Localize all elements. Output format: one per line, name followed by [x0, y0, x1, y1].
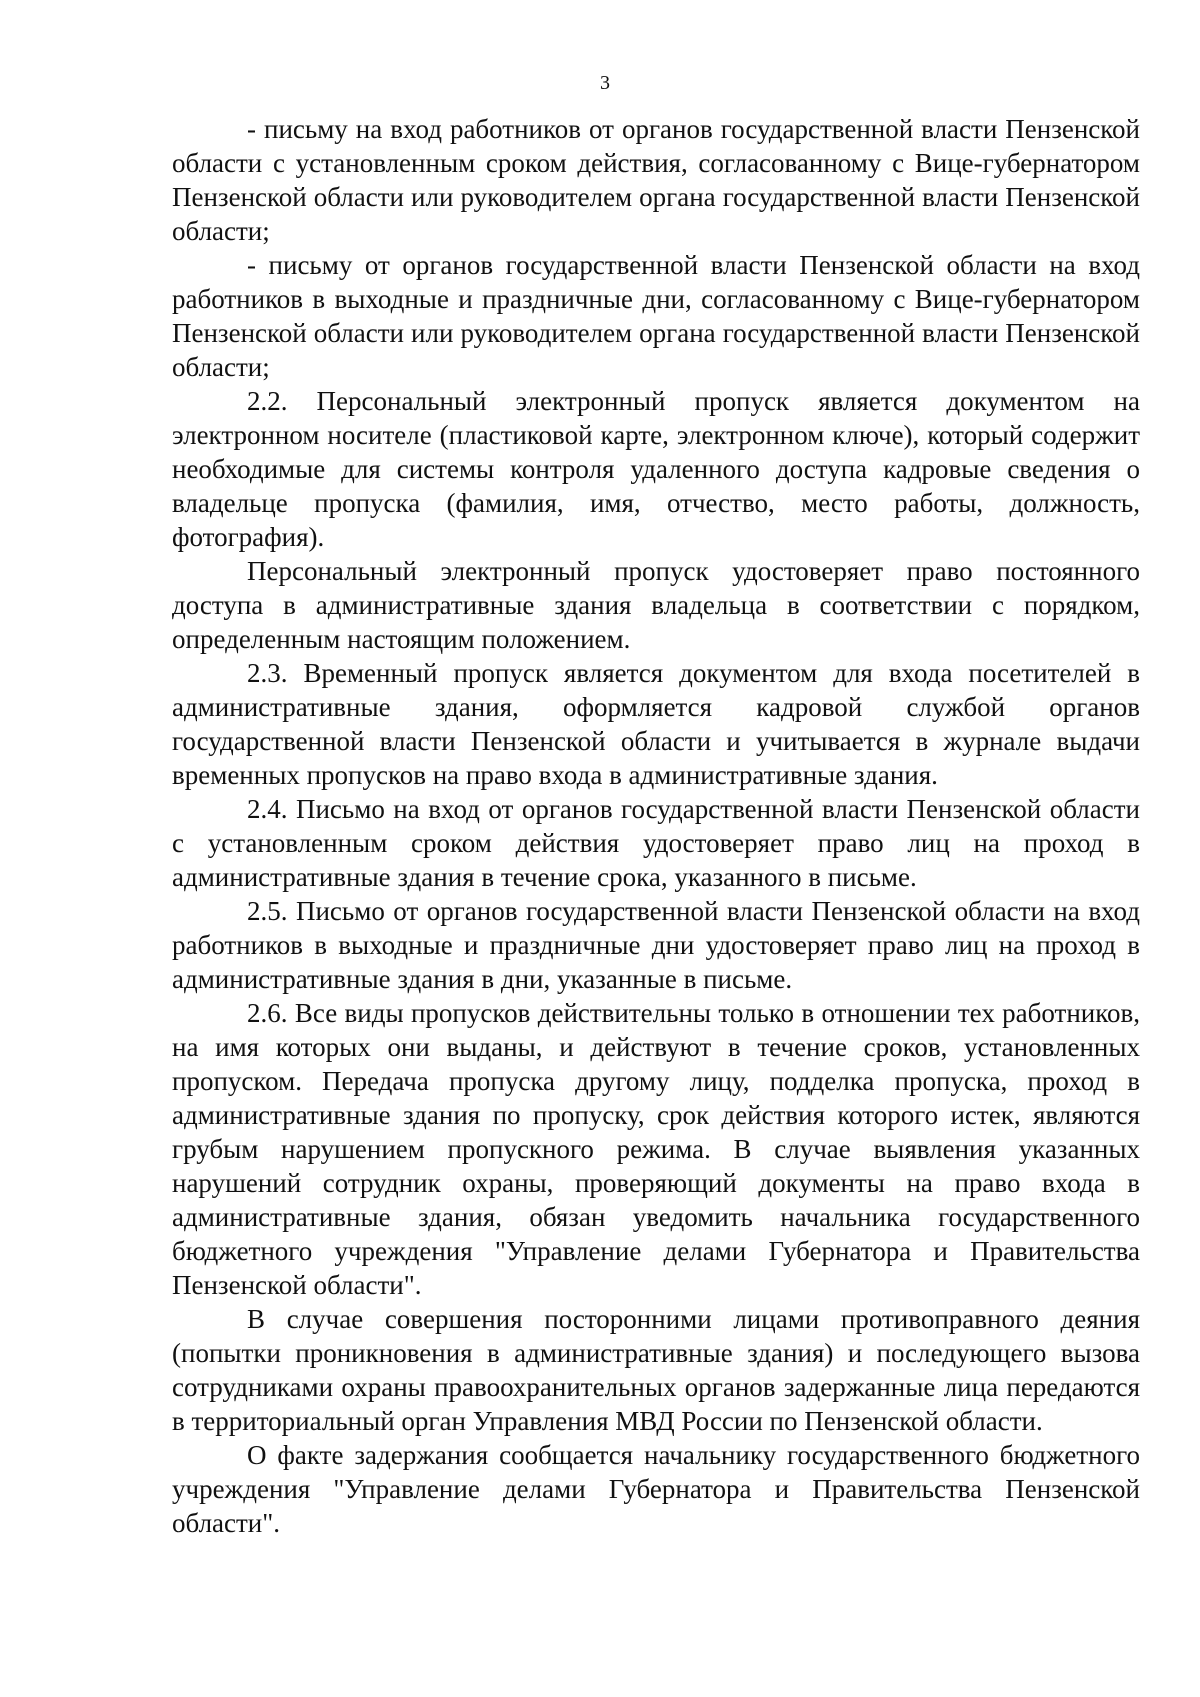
paragraph-2-6: 2.6. Все виды пропусков действительны только в отношении тех работников, на имя которых они выданы, и действуют в течение сроков, установленных пропуском. Передача пропуска другому лицу, подделка пропуска, проход в административные здания по пропуску, срок действия которого истек, являются грубым нарушением пропускного режима. В случае выявления указанных нарушений сотрудник охраны, проверяющий документы на право входа в административные здания, обязан уведомить начальника государственного бюджетного учреждения "Управление делами Губернатора и Правительства Пензенской области". [172, 998, 1140, 1300]
document-body [172, 112, 1140, 1540]
paragraph-2-2-continued: Персональный электронный пропуск удостоверяет право постоянного доступа в административные здания владельца в соответствии с порядком, определенным настоящим положением. [172, 556, 1140, 654]
page-number: 3 [600, 72, 610, 94]
paragraph-2-2: 2.2. Персональный электронный пропуск является документом на электронном носителе (пластиковой карте, электронном ключе), который содержит необходимые для системы контроля удаленного доступа кадровые сведения о владельце пропуска (фамилия, имя, отчество, место работы, должность, фотография). [172, 386, 1140, 552]
paragraph-unlawful-act: В случае совершения посторонними лицами противоправного деяния (попытки проникновения в административные здания) и последующего вызова сотрудниками охраны правоохранительных органов задержанные лица передаются в территориальный орган Управления МВД России по Пензенской области. [172, 1304, 1140, 1436]
paragraph-letter-entry-term: - письму на вход работников от органов государственной власти Пензенской области с установленным сроком действия, согласованному с Вице-губернатором Пензенской области или руководителем органа государственной власти Пензенской области; [172, 114, 1140, 246]
paragraph-2-4: 2.4. Письмо на вход от органов государственной власти Пензенской области с установленным сроком действия удостоверяет право лиц на проход в административные здания в течение срока, указанного в письме. [172, 794, 1140, 892]
paragraph-2-3: 2.3. Временный пропуск является документом для входа посетителей в административные здания, оформляется кадровой службой органов государственной власти Пензенской области и учитывается в журнале выдачи временных пропусков на право входа в административные здания. [172, 658, 1140, 790]
paragraph-2-5: 2.5. Письмо от органов государственной власти Пензенской области на вход работников в выходные и праздничные дни удостоверяет право лиц на проход в административные здания в дни, указанные в письме. [172, 896, 1140, 994]
paragraph-letter-entry-holidays: - письму от органов государственной власти Пензенской области на вход работников в выходные и праздничные дни, согласованному с Вице-губернатором Пензенской области или руководителем органа государственной власти Пензенской области; [172, 250, 1140, 382]
paragraph-detention-report: О факте задержания сообщается начальнику государственного бюджетного учреждения "Управление делами Губернатора и Правительства Пензенской области". [172, 1440, 1140, 1538]
